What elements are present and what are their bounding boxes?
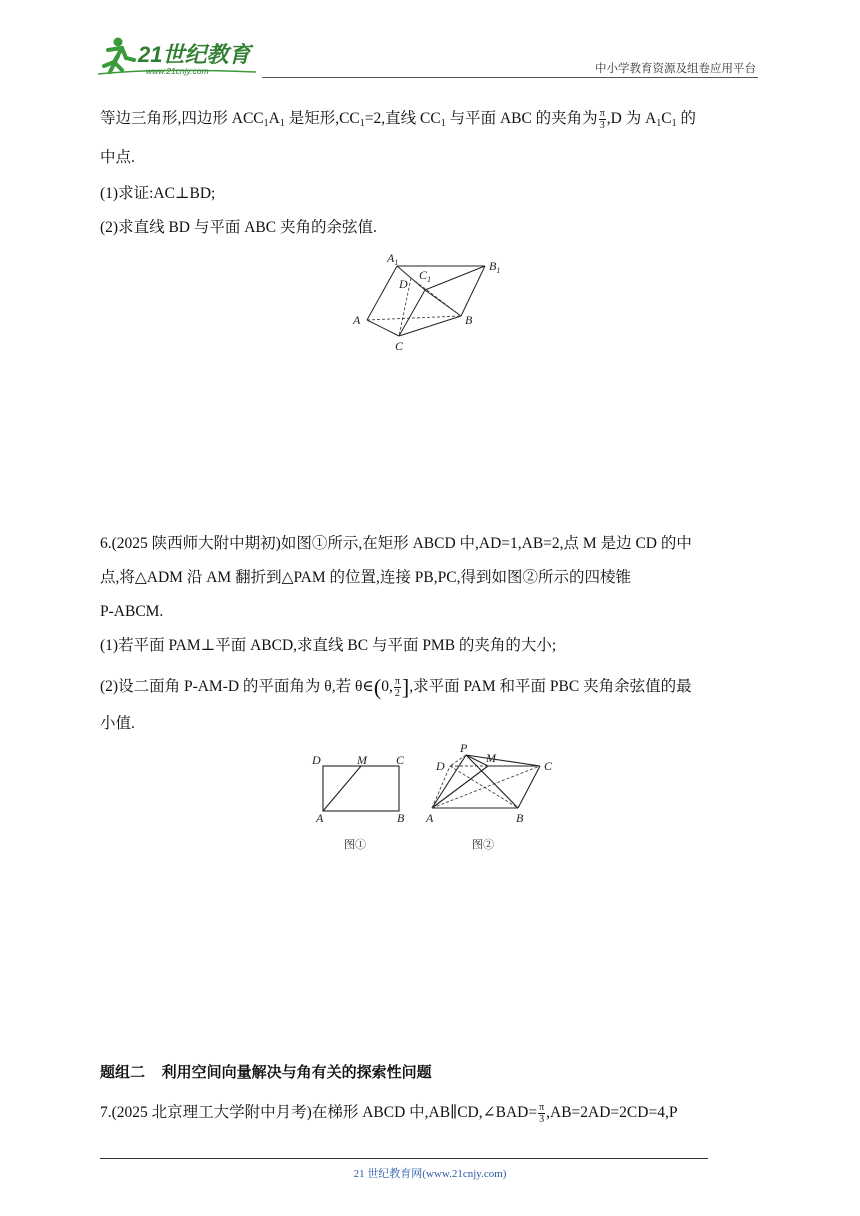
fraction-pi-over-3: $\frac{\pi}{3}$ [599, 108, 605, 131]
svg-text:C1: $C_1$ [419, 268, 432, 284]
pyramid-figure [420, 740, 560, 858]
svg-text:图②: 图② [472, 839, 494, 851]
svg-text:C: C [544, 759, 553, 773]
problem6-question2: (2)设二面角 P-AM-D 的平面角为 θ,若 θ∈(0, $\frac{\pi}{2}$ ],求平面 PAM 和平面 PBC 夹角余弦值的最 [100, 674, 692, 700]
problem7-line1: 7.(2025 北京理工大学附中月考)在梯形 ABCD 中,AB∥CD,∠BAD= $\frac{\pi}{3}$ ,AB=2AD=2CD=4,P [100, 1102, 678, 1125]
svg-text:M: M [357, 753, 367, 767]
svg-text:B: B [516, 811, 524, 825]
section-title: 题组二 利用空间向量解决与角有关的探索性问题 [100, 1064, 432, 1081]
header-platform-text: 中小学教育资源及组卷应用平台 [595, 63, 756, 75]
svg-text:C: C [396, 753, 405, 767]
problem6-line2: 点,将△ADM 沿 AM 翻折到△PAM 的位置,连接 PB,PC,得到如图②所示的四棱锥 [100, 569, 631, 586]
svg-text:A: A [353, 313, 361, 327]
problem6-line1: 6.(2025 陕西师大附中期初)如图①所示,在矩形 ABCD 中,AD=1,AB=2,点 M 是边 CD 的中 [100, 535, 692, 552]
problem6-question2-line2: 小值. [100, 715, 135, 732]
problem6-line3: P-ABCM. [100, 603, 164, 620]
header-divider [262, 77, 758, 78]
svg-text:C: C [395, 339, 404, 353]
rectangle-figure [308, 748, 418, 858]
problem6-question1: (1)若平面 PAM⊥平面 ABCD,求直线 BC 与平面 PMB 的夹角的大小; [100, 637, 557, 654]
svg-text:A: A [426, 811, 434, 825]
problem5-line2: 中点. [100, 149, 135, 166]
logo-text: 21世纪教育 [138, 42, 251, 67]
svg-text:A1: $A_1$ [387, 251, 399, 267]
svg-text:D: D [312, 753, 321, 767]
footer-link[interactable]: 21 世纪教育网(www.21cnjy.com) [353, 1168, 507, 1180]
footer-divider [100, 1158, 708, 1159]
problem5-question1: (1)求证:AC⊥BD; [100, 185, 216, 202]
svg-text:B1: $B_1$ [489, 259, 501, 275]
svg-text:P: P [460, 741, 468, 755]
problem5-question2: (2)求直线 BD 与平面 ABC 夹角的余弦值. [100, 219, 377, 236]
svg-text:B: B [397, 811, 405, 825]
svg-text:M: M [486, 751, 496, 765]
prism-figure [345, 246, 515, 356]
svg-text:A: A [316, 811, 324, 825]
svg-text:B: B [465, 313, 473, 327]
problem5-line1: 等边三角形,四边形 $ACC_1A_1$ 是矩形$,CC_1=2$,直线 $CC_1$ 与平面 ABC 的夹角为 $\frac{\pi}{3}$ ,D 为 $A_1C_1$ 的 [100, 108, 696, 131]
svg-text:D: D [399, 277, 408, 291]
logo-url: www.21cnjy.com [146, 66, 209, 76]
svg-text:图①: 图① [344, 839, 366, 851]
svg-text:D: D [436, 759, 445, 773]
site-logo [96, 34, 266, 78]
